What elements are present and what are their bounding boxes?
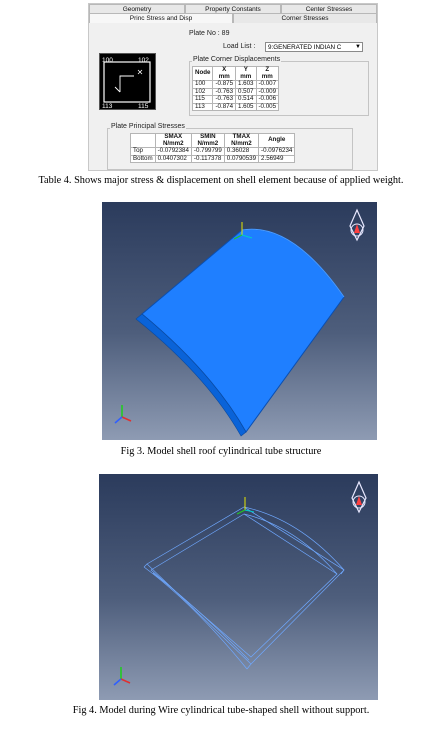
table-cell: 1.605 bbox=[236, 103, 256, 111]
plate-results-dialog bbox=[88, 3, 378, 171]
table-cell: -0.799799 bbox=[191, 148, 224, 156]
principal-stress-row bbox=[131, 155, 295, 163]
column-header: SMAX N/mm2 bbox=[155, 134, 191, 148]
table-cell: 0.0407302 bbox=[155, 155, 191, 163]
model-origin-triad bbox=[237, 497, 254, 514]
table-header-row bbox=[131, 134, 295, 148]
fig3-scene bbox=[102, 202, 377, 440]
tab-center-stresses[interactable]: Center Stresses bbox=[281, 4, 377, 14]
tab-princ-stress-disp[interactable]: Princ Stress and Disp bbox=[89, 13, 233, 23]
principal-stress-table bbox=[130, 133, 295, 163]
view-cube-icon[interactable] bbox=[352, 482, 366, 512]
table-cell: -0.007 bbox=[256, 81, 279, 89]
plate-number: Plate No : 89 bbox=[189, 30, 230, 37]
fig4-scene bbox=[99, 474, 378, 700]
tab-corner-stresses[interactable]: Corner Stresses bbox=[233, 13, 377, 23]
fig4-viewport bbox=[99, 474, 378, 700]
table-cell: 0.514 bbox=[236, 96, 256, 104]
column-header: SMIN N/mm2 bbox=[191, 134, 224, 148]
table-cell: -0.874 bbox=[213, 103, 236, 111]
chevron-down-icon[interactable]: ▼ bbox=[355, 44, 361, 50]
table-cell: Top bbox=[131, 148, 156, 156]
table-cell: -0.875 bbox=[213, 81, 236, 89]
column-header bbox=[131, 134, 156, 148]
column-header: Y mm bbox=[236, 67, 256, 81]
column-header: Node bbox=[193, 67, 213, 81]
table4-caption: Table 4. Shows major stress & displacement on shell element because of applied weight. bbox=[38, 175, 404, 186]
table-cell: -0.763 bbox=[213, 88, 236, 96]
principal-stress-row bbox=[131, 148, 295, 156]
wire-shell-frame bbox=[144, 507, 344, 669]
displacement-row bbox=[193, 81, 279, 89]
node-label-br: 115 bbox=[138, 103, 149, 109]
fig3-viewport bbox=[102, 202, 377, 440]
triad-axes-icon bbox=[114, 667, 130, 685]
load-list-label: Load List : bbox=[223, 43, 256, 50]
load-list-select[interactable] bbox=[265, 42, 363, 52]
displacement-row bbox=[193, 103, 279, 111]
table-cell: 102 bbox=[193, 88, 213, 96]
node-label-tl: 100 bbox=[102, 57, 113, 64]
triad-axes-icon bbox=[115, 405, 131, 423]
principal-stress-title: Plate Principal Stresses bbox=[111, 123, 185, 130]
column-header: Z mm bbox=[256, 67, 279, 81]
fig4-caption: Fig 4. Model during Wire cylindrical tube-shaped shell without support. bbox=[72, 705, 370, 716]
tab-property-constants[interactable]: Property Constants bbox=[185, 4, 281, 14]
table-cell: 2.56949 bbox=[259, 155, 295, 163]
table-cell: 0.0790539 bbox=[224, 155, 258, 163]
displacements-title: Plate Corner Displacements bbox=[193, 56, 281, 63]
tab-geometry[interactable]: Geometry bbox=[89, 4, 185, 14]
displacement-row bbox=[193, 96, 279, 104]
table-cell: 113 bbox=[193, 103, 213, 111]
table-header-row bbox=[193, 67, 279, 81]
table-cell: -0.006 bbox=[256, 96, 279, 104]
column-header: TMAX N/mm2 bbox=[224, 134, 258, 148]
column-header: Angle bbox=[259, 134, 295, 148]
table-cell: 100 bbox=[193, 81, 213, 89]
table-cell: -0.009 bbox=[256, 88, 279, 96]
table-cell: 1.603 bbox=[236, 81, 256, 89]
fig3-caption: Fig 3. Model shell roof cylindrical tube structure bbox=[120, 446, 322, 457]
table-cell: -0.0792384 bbox=[155, 148, 191, 156]
displacement-table bbox=[192, 66, 279, 111]
table-cell: 115 bbox=[193, 96, 213, 104]
plate-diagram-graphic bbox=[100, 54, 155, 109]
table-cell: -0.005 bbox=[256, 103, 279, 111]
table-cell: Bottom bbox=[131, 155, 156, 163]
node-label-bl: 113 bbox=[102, 103, 113, 109]
node-label-tr: 102 bbox=[138, 57, 149, 64]
column-header: X mm bbox=[213, 67, 236, 81]
tab-row-bottom bbox=[89, 13, 377, 23]
table-cell: -0.0976234 bbox=[259, 148, 295, 156]
load-list-value: 9:GENERATED INDIAN C bbox=[268, 44, 342, 51]
table-cell: -0.117378 bbox=[191, 155, 224, 163]
table-cell: 0.507 bbox=[236, 88, 256, 96]
table-cell: 0.36028 bbox=[224, 148, 258, 156]
table-cell: -0.763 bbox=[213, 96, 236, 104]
view-cube-icon[interactable] bbox=[350, 210, 364, 240]
plate-diagram bbox=[99, 53, 156, 110]
